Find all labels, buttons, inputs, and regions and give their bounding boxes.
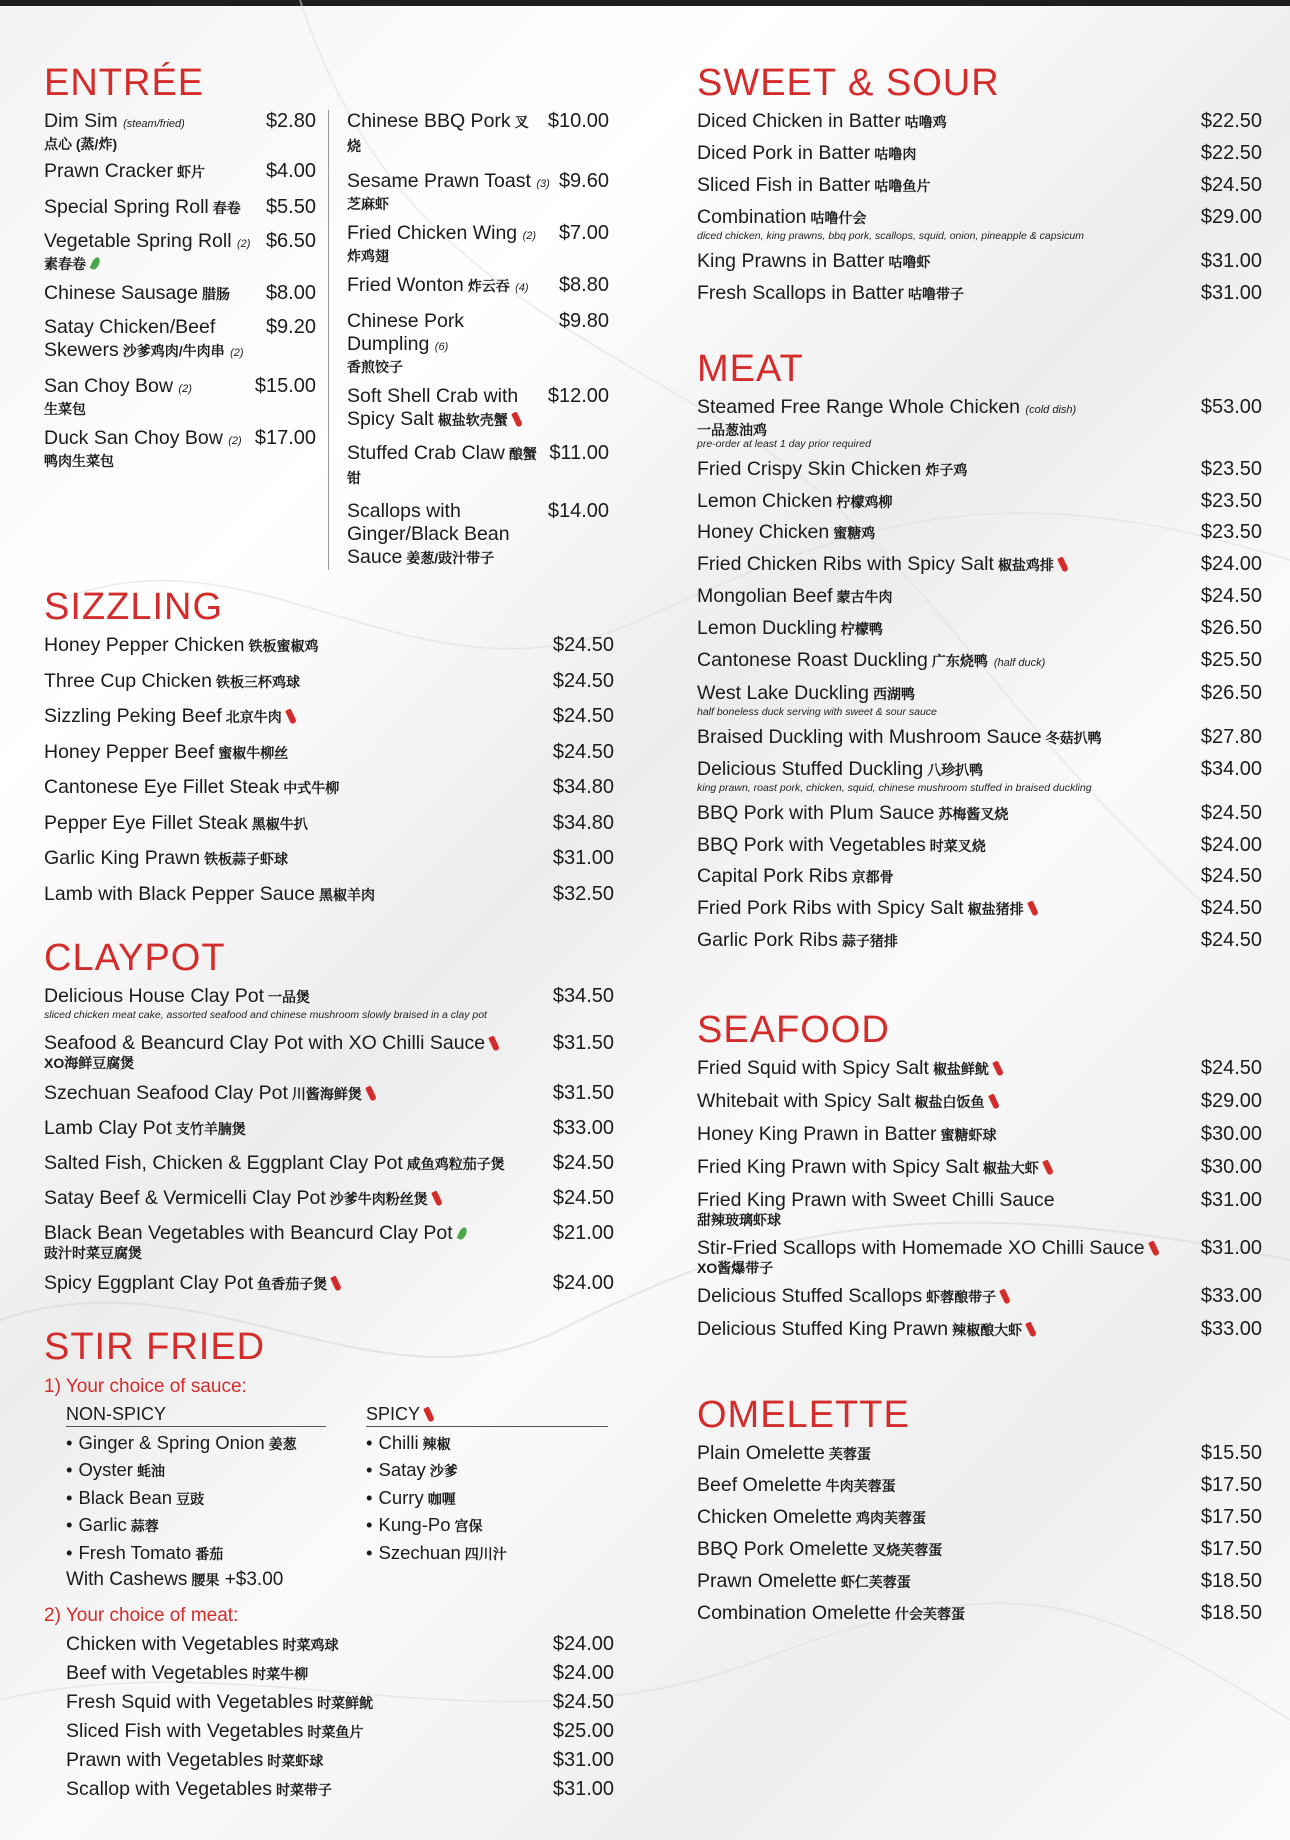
chili-icon bbox=[488, 1035, 500, 1051]
price: $23.50 bbox=[1200, 489, 1262, 512]
price: $31.50 bbox=[552, 1081, 614, 1104]
menu-item: Garlic King Prawn 铁板蒜子虾球 $31.00 bbox=[44, 847, 614, 869]
price: $24.50 bbox=[1200, 928, 1262, 951]
section-title: CLAYPOT bbox=[44, 936, 226, 979]
price: $33.00 bbox=[552, 1116, 614, 1139]
left-column bbox=[44, 60, 614, 1807]
section-title: STIR FRIED bbox=[44, 1325, 266, 1368]
right-column bbox=[697, 60, 1262, 1634]
menu-item: Diced Chicken in Batter 咕噜鸡 $22.50 bbox=[697, 110, 1262, 132]
price: $24.50 bbox=[1200, 174, 1262, 196]
menu-item: Cantonese Eye Fillet Steak 中式牛柳 $34.80 bbox=[44, 776, 614, 798]
sauce-item: • Kung-Po 宫保 bbox=[366, 1512, 608, 1540]
price: $8.80 bbox=[558, 274, 609, 296]
price: $2.80 bbox=[265, 110, 316, 132]
menu-item: Steamed Free Range Whole Chicken (cold dish) 一品葱油鸡 pre-order at least 1 day prior required $53.00 bbox=[697, 396, 1262, 450]
price: $23.50 bbox=[1200, 521, 1262, 544]
chili-icon bbox=[365, 1085, 377, 1101]
menu-item: Lemon Duckling 柠檬鸭 $26.50 bbox=[697, 616, 1262, 639]
menu-item: Beef Omelette 牛肉芙蓉蛋 $17.50 bbox=[697, 1473, 1262, 1496]
menu-item: Plain Omelette 芙蓉蛋 $15.50 bbox=[697, 1441, 1262, 1464]
price: $17.00 bbox=[254, 427, 316, 449]
menu-item: Whitebait with Spicy Salt 椒盐白饭鱼 $29.00 bbox=[697, 1089, 1262, 1112]
menu-item: Scallops with Ginger/Black Bean Sauce 姜葱/豉汁带子 $14.00 bbox=[347, 500, 609, 568]
sizzling-section bbox=[44, 584, 614, 907]
price: $34.80 bbox=[552, 811, 614, 834]
menu-item: Fried Chicken Wing (2) 炸鸡翅 $7.00 bbox=[347, 222, 609, 264]
section-title: MEAT bbox=[697, 348, 804, 390]
menu-item: Duck San Choy Bow (2) 鸭肉生菜包 $17.00 bbox=[44, 427, 316, 469]
menu-item: Chicken with Vegetables 时菜鸡球 $24.00 bbox=[66, 1633, 614, 1655]
price: $24.00 bbox=[1200, 553, 1262, 576]
menu-item: Garlic Pork Ribs 蒜子猪排 $24.50 bbox=[697, 928, 1262, 951]
chili-icon bbox=[423, 1406, 435, 1422]
sweet-sour-section bbox=[697, 60, 1262, 306]
menu-item: Chinese BBQ Pork 叉烧 $10.00 bbox=[347, 110, 609, 154]
price: $24.00 bbox=[1200, 833, 1262, 856]
non-spicy-sauce-list bbox=[66, 1404, 326, 1592]
item-description: king prawn, roast pork, chicken, squid, chinese mushroom stuffed in braised duckling bbox=[697, 781, 1092, 794]
price: $31.00 bbox=[552, 1778, 614, 1800]
menu-item: Chicken Omelette 鸡肉芙蓉蛋 $17.50 bbox=[697, 1505, 1262, 1528]
price: $24.00 bbox=[552, 1662, 614, 1684]
section-title: ENTRÉE bbox=[44, 62, 205, 104]
price: $9.60 bbox=[558, 170, 609, 192]
menu-item: Fresh Squid with Vegetables 时菜鲜鱿 $24.50 bbox=[66, 1691, 614, 1713]
price: $5.50 bbox=[265, 196, 316, 218]
menu-item: Beef with Vegetables 时菜牛柳 $24.00 bbox=[66, 1662, 614, 1684]
top-border bbox=[0, 0, 1290, 6]
price: $31.00 bbox=[1200, 1236, 1262, 1259]
price: $15.50 bbox=[1200, 1441, 1262, 1464]
price: $11.00 bbox=[549, 442, 609, 464]
price: $24.00 bbox=[552, 1633, 614, 1655]
chili-icon bbox=[431, 1190, 443, 1206]
price: $24.50 bbox=[552, 705, 614, 727]
sauce-item: • Satay 沙爹 bbox=[366, 1457, 608, 1485]
price: $30.00 bbox=[1200, 1122, 1262, 1145]
chili-icon bbox=[999, 1288, 1011, 1304]
chili-icon bbox=[1027, 901, 1039, 917]
meat-section bbox=[697, 346, 1262, 953]
menu-item: Mongolian Beef 蒙古牛肉 $24.50 bbox=[697, 584, 1262, 607]
menu-item: West Lake Duckling 西湖鸭 half boneless duck serving with sweet & sour sauce $26.50 bbox=[697, 682, 1262, 719]
chili-icon bbox=[988, 1093, 1000, 1109]
price: $31.00 bbox=[1200, 250, 1262, 272]
menu-item: Sizzling Peking Beef 北京牛肉 $24.50 bbox=[44, 705, 614, 727]
price: $31.00 bbox=[552, 1749, 614, 1771]
price: $17.50 bbox=[1200, 1473, 1262, 1496]
price: $9.80 bbox=[558, 310, 609, 332]
menu-item: Prawn Omelette 虾仁芙蓉蛋 $18.50 bbox=[697, 1569, 1262, 1592]
menu-item: Honey King Prawn in Batter 蜜糖虾球 $30.00 bbox=[697, 1122, 1262, 1145]
price: $34.80 bbox=[552, 776, 614, 798]
price: $29.00 bbox=[1200, 206, 1262, 228]
menu-item: Vegetable Spring Roll (2) 素春卷 $6.50 bbox=[44, 230, 316, 272]
price: $17.50 bbox=[1200, 1505, 1262, 1528]
menu-item: Stuffed Crab Claw 酿蟹钳 $11.00 bbox=[347, 442, 609, 486]
sauce-item: • Black Bean 豆豉 bbox=[66, 1485, 326, 1513]
menu-item: Fried King Prawn with Sweet Chilli Sauce 甜辣玻璃虾球 $31.00 bbox=[697, 1188, 1262, 1228]
price: $18.50 bbox=[1200, 1569, 1262, 1592]
price: $24.00 bbox=[552, 1271, 614, 1294]
price: $33.00 bbox=[1200, 1284, 1262, 1307]
menu-item: Sliced Fish in Batter 咕噜鱼片 $24.50 bbox=[697, 174, 1262, 196]
price: $4.00 bbox=[265, 160, 316, 182]
menu-item: Prawn with Vegetables 时菜虾球 $31.00 bbox=[66, 1749, 614, 1771]
price: $8.00 bbox=[265, 282, 316, 304]
menu-item: Fresh Scallops in Batter 咕噜带子 $31.00 bbox=[697, 282, 1262, 304]
sauce-item: • Szechuan 四川汁 bbox=[366, 1540, 608, 1568]
stir-fried-section bbox=[44, 1324, 614, 1803]
price: $10.00 bbox=[547, 110, 609, 132]
price: $6.50 bbox=[265, 230, 316, 252]
price: $25.00 bbox=[552, 1720, 614, 1742]
menu-item: Satay Beef & Vermicelli Clay Pot 沙爹牛肉粉丝煲 $24.50 bbox=[44, 1186, 614, 1209]
menu-item: Braised Duckling with Mushroom Sauce 冬菇扒鸭 $27.80 bbox=[697, 726, 1262, 749]
price: $23.50 bbox=[1200, 457, 1262, 480]
price: $26.50 bbox=[1200, 616, 1262, 639]
item-description: sliced chicken meat cake, assorted seafood and chinese mushroom slowly braised in a clay pot bbox=[44, 1008, 487, 1021]
price: $24.50 bbox=[1200, 584, 1262, 607]
menu-item: Diced Pork in Batter 咕噜肉 $22.50 bbox=[697, 142, 1262, 164]
price: $26.50 bbox=[1200, 682, 1262, 705]
chili-icon bbox=[1148, 1240, 1160, 1256]
chili-icon bbox=[330, 1275, 342, 1291]
menu-item: Spicy Eggplant Clay Pot 鱼香茄子煲 $24.00 bbox=[44, 1271, 614, 1294]
sauce-item: • Curry 咖喱 bbox=[366, 1485, 608, 1513]
menu-item: Fried Crispy Skin Chicken 炸子鸡 $23.50 bbox=[697, 457, 1262, 480]
menu-item: Special Spring Roll 春卷 $5.50 bbox=[44, 196, 316, 218]
chili-icon bbox=[1057, 557, 1069, 573]
menu-item: Fried King Prawn with Spicy Salt 椒盐大虾 $30.00 bbox=[697, 1155, 1262, 1178]
menu-item: Fried Pork Ribs with Spicy Salt 椒盐猪排 $24.50 bbox=[697, 897, 1262, 920]
menu-item: Fried Chicken Ribs with Spicy Salt 椒盐鸡排 $24.00 bbox=[697, 553, 1262, 576]
menu-item: Delicious House Clay Pot 一品煲 sliced chicken meat cake, assorted seafood and chinese mushroom slowly braised in a clay pot $34.50 bbox=[44, 984, 614, 1021]
spicy-sauce-list bbox=[366, 1404, 608, 1592]
chili-icon bbox=[992, 1060, 1004, 1076]
price: $25.50 bbox=[1200, 648, 1262, 671]
omelette-section bbox=[697, 1392, 1262, 1626]
menu-item: Seafood & Beancurd Clay Pot with XO Chilli Sauce XO海鲜豆腐煲 $31.50 bbox=[44, 1031, 614, 1071]
cashews-addon: With Cashews 腰果 +$3.00 bbox=[66, 1569, 284, 1590]
menu-item: Sliced Fish with Vegetables 时菜鱼片 $25.00 bbox=[66, 1720, 614, 1742]
price: $53.00 bbox=[1200, 396, 1262, 418]
menu-item: Stir-Fried Scallops with Homemade XO Chilli Sauce XO酱爆带子 $31.00 bbox=[697, 1236, 1262, 1276]
spicy-heading: SPICY bbox=[366, 1404, 608, 1427]
price: $7.00 bbox=[558, 222, 609, 244]
price: $21.00 bbox=[552, 1221, 614, 1244]
menu-item: BBQ Pork Omelette 叉烧芙蓉蛋 $17.50 bbox=[697, 1537, 1262, 1560]
menu-item: Cantonese Roast Duckling 广东烧鸭 (half duck) $25.50 bbox=[697, 648, 1262, 671]
price: $24.50 bbox=[1200, 865, 1262, 888]
entree-section bbox=[44, 60, 614, 570]
menu-item: Pepper Eye Fillet Steak 黑椒牛扒 $34.80 bbox=[44, 811, 614, 834]
menu-item: Chinese Sausage 腊肠 $8.00 bbox=[44, 282, 316, 304]
price: $24.50 bbox=[552, 740, 614, 763]
menu-item: Soft Shell Crab with Spicy Salt 椒盐软壳蟹 $12.00 bbox=[347, 385, 609, 430]
menu-item: BBQ Pork with Plum Sauce 苏梅酱叉烧 $24.50 bbox=[697, 801, 1262, 824]
price: $12.00 bbox=[547, 385, 609, 407]
price: $17.50 bbox=[1200, 1537, 1262, 1560]
price: $24.50 bbox=[1200, 801, 1262, 824]
price: $9.20 bbox=[265, 316, 316, 338]
vegetarian-leaf-icon bbox=[456, 1226, 468, 1241]
sauce-item: • Chilli 辣椒 bbox=[366, 1430, 608, 1458]
price: $31.50 bbox=[552, 1031, 614, 1054]
price: $24.50 bbox=[552, 1151, 614, 1174]
price: $33.00 bbox=[1200, 1317, 1262, 1340]
item-description: pre-order at least 1 day prior required bbox=[697, 438, 871, 450]
price: $27.80 bbox=[1200, 726, 1262, 749]
menu-item: Delicious Stuffed Scallops 虾蓉酿带子 $33.00 bbox=[697, 1284, 1262, 1307]
sauce-item: • Fresh Tomato 番茄 bbox=[66, 1540, 326, 1568]
section-title: SIZZLING bbox=[44, 586, 224, 628]
menu-item: Salted Fish, Chicken & Eggplant Clay Pot 咸鱼鸡粒茄子煲 $24.50 bbox=[44, 1151, 614, 1174]
sauce-item: • Garlic 蒜蓉 bbox=[66, 1512, 326, 1540]
menu-item: Fried Wonton 炸云吞 (4) $8.80 bbox=[347, 274, 609, 296]
price: $30.00 bbox=[1200, 1155, 1262, 1178]
menu-item: Dim Sim (steam/fried) 点心 (蒸/炸) $2.80 bbox=[44, 110, 316, 152]
price: $18.50 bbox=[1200, 1601, 1262, 1624]
price: $29.00 bbox=[1200, 1089, 1262, 1112]
menu-item: Lamb with Black Pepper Sauce 黑椒羊肉 $32.50 bbox=[44, 882, 614, 905]
entree-col-1 bbox=[44, 110, 329, 570]
menu-item: King Prawns in Batter 咕噜虾 $31.00 bbox=[697, 250, 1262, 272]
price: $22.50 bbox=[1200, 110, 1262, 132]
price: $15.00 bbox=[254, 375, 316, 397]
price: $31.00 bbox=[1200, 282, 1262, 304]
meat-choice-heading: 2) Your choice of meat: bbox=[44, 1605, 239, 1626]
sauce-item: • Oyster 蚝油 bbox=[66, 1457, 326, 1485]
menu-item: Fried Squid with Spicy Salt 椒盐鲜鱿 $24.50 bbox=[697, 1056, 1262, 1079]
menu-item: Honey Pepper Beef 蜜椒牛柳丝 $24.50 bbox=[44, 740, 614, 763]
menu-item: Chinese Pork Dumpling (6) 香煎饺子 $9.80 bbox=[347, 310, 609, 375]
menu-item: Lemon Chicken 柠檬鸡柳 $23.50 bbox=[697, 489, 1262, 512]
price: $24.50 bbox=[552, 669, 614, 692]
non-spicy-heading: NON-SPICY bbox=[66, 1404, 326, 1427]
seafood-section bbox=[697, 1007, 1262, 1342]
menu-item: Sesame Prawn Toast (3) 芝麻虾 $9.60 bbox=[347, 170, 609, 212]
price: $24.50 bbox=[552, 1691, 614, 1713]
chili-icon bbox=[511, 411, 523, 427]
menu-item: Combination 咕噜什会 diced chicken, king prawns, bbq pork, scallops, squid, onion, pineapple & capsicum $29.00 bbox=[697, 206, 1262, 242]
price: $34.50 bbox=[552, 984, 614, 1007]
menu-item: Szechuan Seafood Clay Pot 川酱海鲜煲 $31.50 bbox=[44, 1081, 614, 1104]
menu-item: Combination Omelette 什会芙蓉蛋 $18.50 bbox=[697, 1601, 1262, 1624]
price: $24.50 bbox=[1200, 897, 1262, 920]
item-description: half boneless duck serving with sweet & sour sauce bbox=[697, 706, 937, 719]
chili-icon bbox=[1042, 1159, 1054, 1175]
item-description: diced chicken, king prawns, bbq pork, scallops, squid, onion, pineapple & capsicum bbox=[697, 230, 1084, 242]
menu-item: Honey Chicken 蜜糖鸡 $23.50 bbox=[697, 521, 1262, 544]
menu-item: Satay Chicken/Beef Skewers 沙爹鸡肉/牛肉串 (2) $9.20 bbox=[44, 316, 316, 361]
price: $32.50 bbox=[552, 882, 614, 905]
menu-item: Honey Pepper Chicken 铁板蜜椒鸡 $24.50 bbox=[44, 634, 614, 656]
menu-item: Scallop with Vegetables 时菜带子 $31.00 bbox=[66, 1778, 614, 1800]
menu-item: BBQ Pork with Vegetables 时菜叉烧 $24.00 bbox=[697, 833, 1262, 856]
chili-icon bbox=[285, 708, 297, 724]
price: $24.50 bbox=[1200, 1056, 1262, 1079]
price: $31.00 bbox=[1200, 1188, 1262, 1211]
section-title: OMELETTE bbox=[697, 1393, 910, 1436]
vegetarian-leaf-icon bbox=[90, 256, 102, 271]
price: $14.00 bbox=[547, 500, 609, 522]
menu-item: Black Bean Vegetables with Beancurd Clay Pot 豉汁时菜豆腐煲 $21.00 bbox=[44, 1221, 614, 1261]
price: $24.50 bbox=[552, 634, 614, 656]
menu-item: San Choy Bow (2) 生菜包 $15.00 bbox=[44, 375, 316, 417]
section-title: SEAFOOD bbox=[697, 1008, 890, 1051]
menu-item: Three Cup Chicken 铁板三杯鸡球 $24.50 bbox=[44, 669, 614, 692]
section-title: SWEET & SOUR bbox=[697, 62, 1000, 104]
menu-item: Capital Pork Ribs 京都骨 $24.50 bbox=[697, 865, 1262, 888]
claypot-section bbox=[44, 935, 614, 1296]
menu-item: Delicious Stuffed Duckling 八珍扒鸭 king prawn, roast pork, chicken, squid, chinese mushroom stuffed in braised duckling $34.00 bbox=[697, 757, 1262, 794]
entree-col-2 bbox=[329, 110, 609, 570]
price: $22.50 bbox=[1200, 142, 1262, 164]
menu-item: Delicious Stuffed King Prawn 辣椒酿大虾 $33.00 bbox=[697, 1317, 1262, 1340]
sauce-item: • Ginger & Spring Onion 姜葱 bbox=[66, 1430, 326, 1458]
menu-item: Lamb Clay Pot 支竹羊腩煲 $33.00 bbox=[44, 1116, 614, 1139]
price: $24.50 bbox=[552, 1186, 614, 1209]
price: $34.00 bbox=[1200, 757, 1262, 780]
sauce-choice-heading: 1) Your choice of sauce: bbox=[44, 1375, 247, 1397]
menu-item: Prawn Cracker 虾片 $4.00 bbox=[44, 160, 316, 182]
chili-icon bbox=[1025, 1321, 1037, 1337]
price: $31.00 bbox=[552, 847, 614, 869]
